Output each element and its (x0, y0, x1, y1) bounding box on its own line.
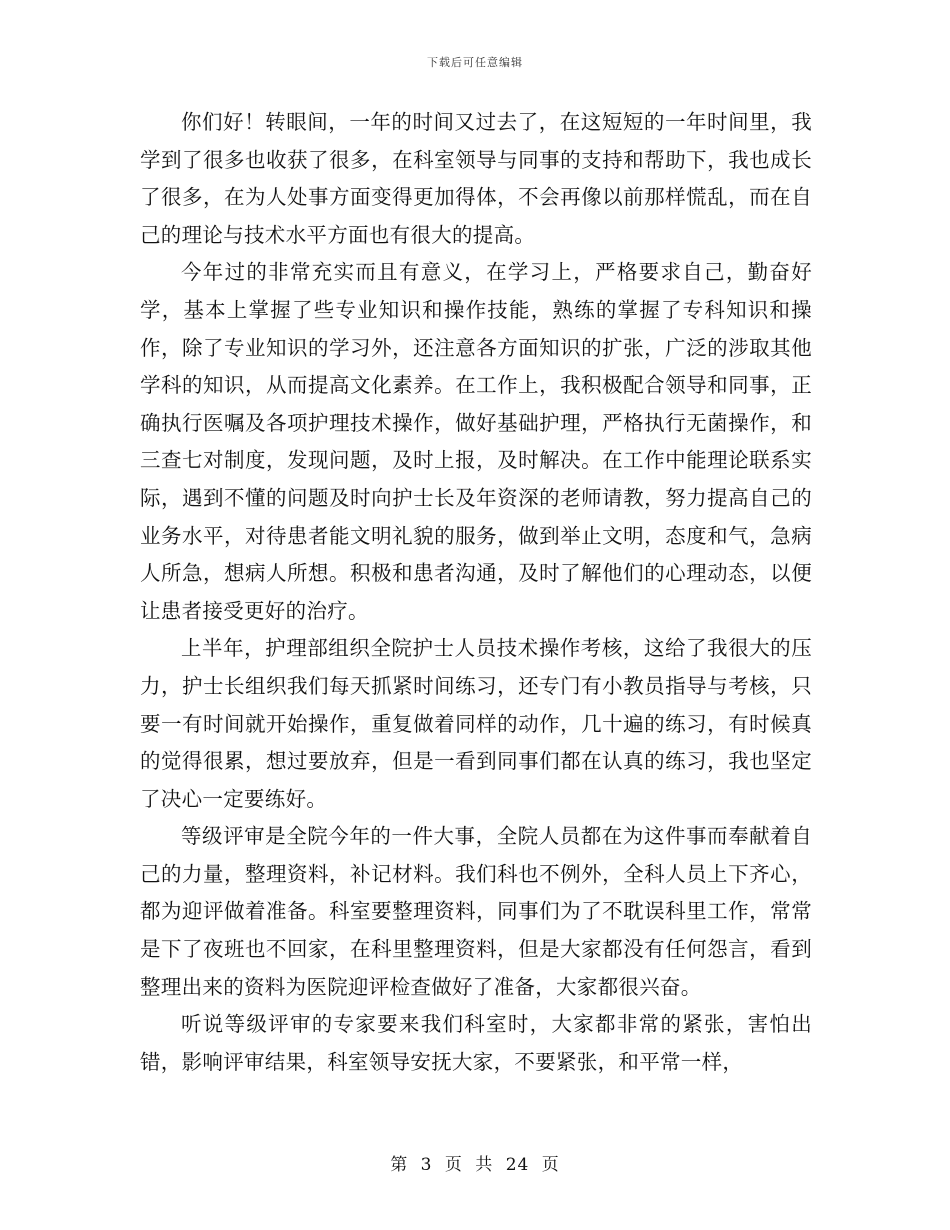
paragraph: 等级评审是全院今年的一件大事，全院人员都在为这件事而奉献着自己的力量，整理资料，补记材料。我们科也不例外，全科人员上下齐心，都为迎评做着准备。科室要整理资料，同事们为了不耽误科里工作，常常是下了夜班也不回家，在科里整理资料，但是大家都没有任何怨言，看到整理出来的资料为医院迎评检查做好了准备，大家都很兴奋。 (140, 824, 812, 999)
paragraph: 听说等级评审的专家要来我们科室时，大家都非常的紧张，害怕出错，影响评审结果，科室领导安抚大家，不要紧张，和平常一样， (140, 1012, 812, 1074)
page-number-footer: 第 3 页 共 24 页 (390, 1155, 560, 1175)
paragraph: 今年过的非常充实而且有意义，在学习上，严格要求自己，勤奋好学，基本上掌握了些专业知识和操作技能，熟练的掌握了专科知识和操作，除了专业知识的学习外，还注意各方面知识的扩张，广泛的涉取其他学科的知识，从而提高文化素养。在工作上，我积极配合领导和同事，正确执行医嘱及各项护理技术操作，做好基础护理，严格执行无菌操作，和三查七对制度，发现问题，及时上报，及时解决。在工作中能理论联系实际，遇到不懂的问题及时向护士长及年资深的老师请教，努力提高自己的业务水平，对待患者能文明礼貌的服务，做到举止文明，态度和气，急病人所急，想病人所想。积极和患者沟通，及时了解他们的心理动态，以便让患者接受更好的治疗。 (140, 260, 812, 623)
paragraph: 上半年，护理部组织全院护士人员技术操作考核，这给了我很大的压力，护士长组织我们每天抓紧时间练习，还专门有小教员指导与考核，只要一有时间就开始操作，重复做着同样的动作，几十遍的练习，有时候真的觉得很累，想过要放弃，但是一看到同事们都在认真的练习，我也坚定了决心一定要练好。 (140, 636, 812, 811)
header-note: 下载后可任意编辑 (427, 56, 523, 69)
document-body (140, 104, 812, 1081)
paragraph: 你们好！转眼间，一年的时间又过去了，在这短短的一年时间里，我学到了很多也收获了很多，在科室领导与同事的支持和帮助下，我也成长了很多，在为人处事方面变得更加得体，不会再像以前那样慌乱，而在自己的理论与技术水平方面也有很大的提高。 (140, 110, 812, 247)
